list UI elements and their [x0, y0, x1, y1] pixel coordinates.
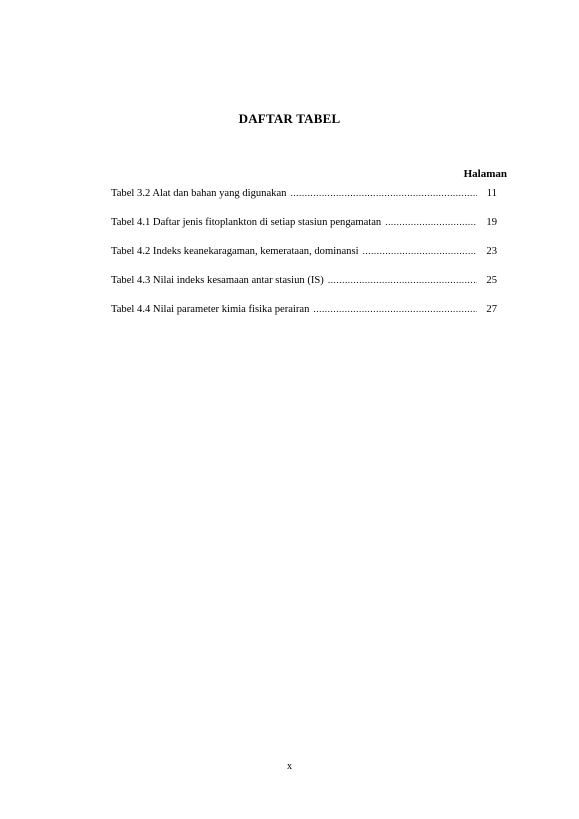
toc-entry-4-2[interactable]: [111, 244, 497, 273]
page-title: DAFTAR TABEL: [238, 111, 341, 126]
toc-entry-4-4[interactable]: [111, 302, 497, 331]
dot-leader: [313, 302, 477, 316]
toc-entry-page: 19: [486, 217, 497, 228]
toc-entry-label: Tabel 4.4 Nilai parameter kimia fisika perairan: [111, 304, 310, 315]
toc-entry-page: 27: [486, 304, 497, 315]
page-column-header: Halaman: [463, 168, 507, 180]
toc-entry-4-1[interactable]: [111, 215, 497, 244]
toc-entry-label: Tabel 3.2 Alat dan bahan yang digunakan: [111, 188, 287, 199]
dot-leader: [363, 244, 477, 258]
table-list: [111, 186, 497, 331]
dot-leader: [290, 186, 477, 200]
toc-entry-page: 23: [486, 246, 497, 257]
toc-entry-4-3[interactable]: [111, 273, 497, 302]
toc-entry-page: 11: [486, 188, 497, 199]
toc-entry-3-2[interactable]: [111, 186, 497, 215]
dot-leader: [328, 273, 477, 287]
footer-page-number: x: [287, 761, 292, 772]
toc-entry-label: Tabel 4.2 Indeks keanekaragaman, kemerataan, dominansi: [111, 246, 359, 257]
toc-entry-label: Tabel 4.1 Daftar jenis fitoplankton di setiap stasiun pengamatan: [111, 217, 382, 228]
dot-leader: [385, 215, 477, 229]
toc-entry-label: Tabel 4.3 Nilai indeks kesamaan antar stasiun (IS): [111, 275, 324, 286]
toc-entry-page: 25: [486, 275, 497, 286]
